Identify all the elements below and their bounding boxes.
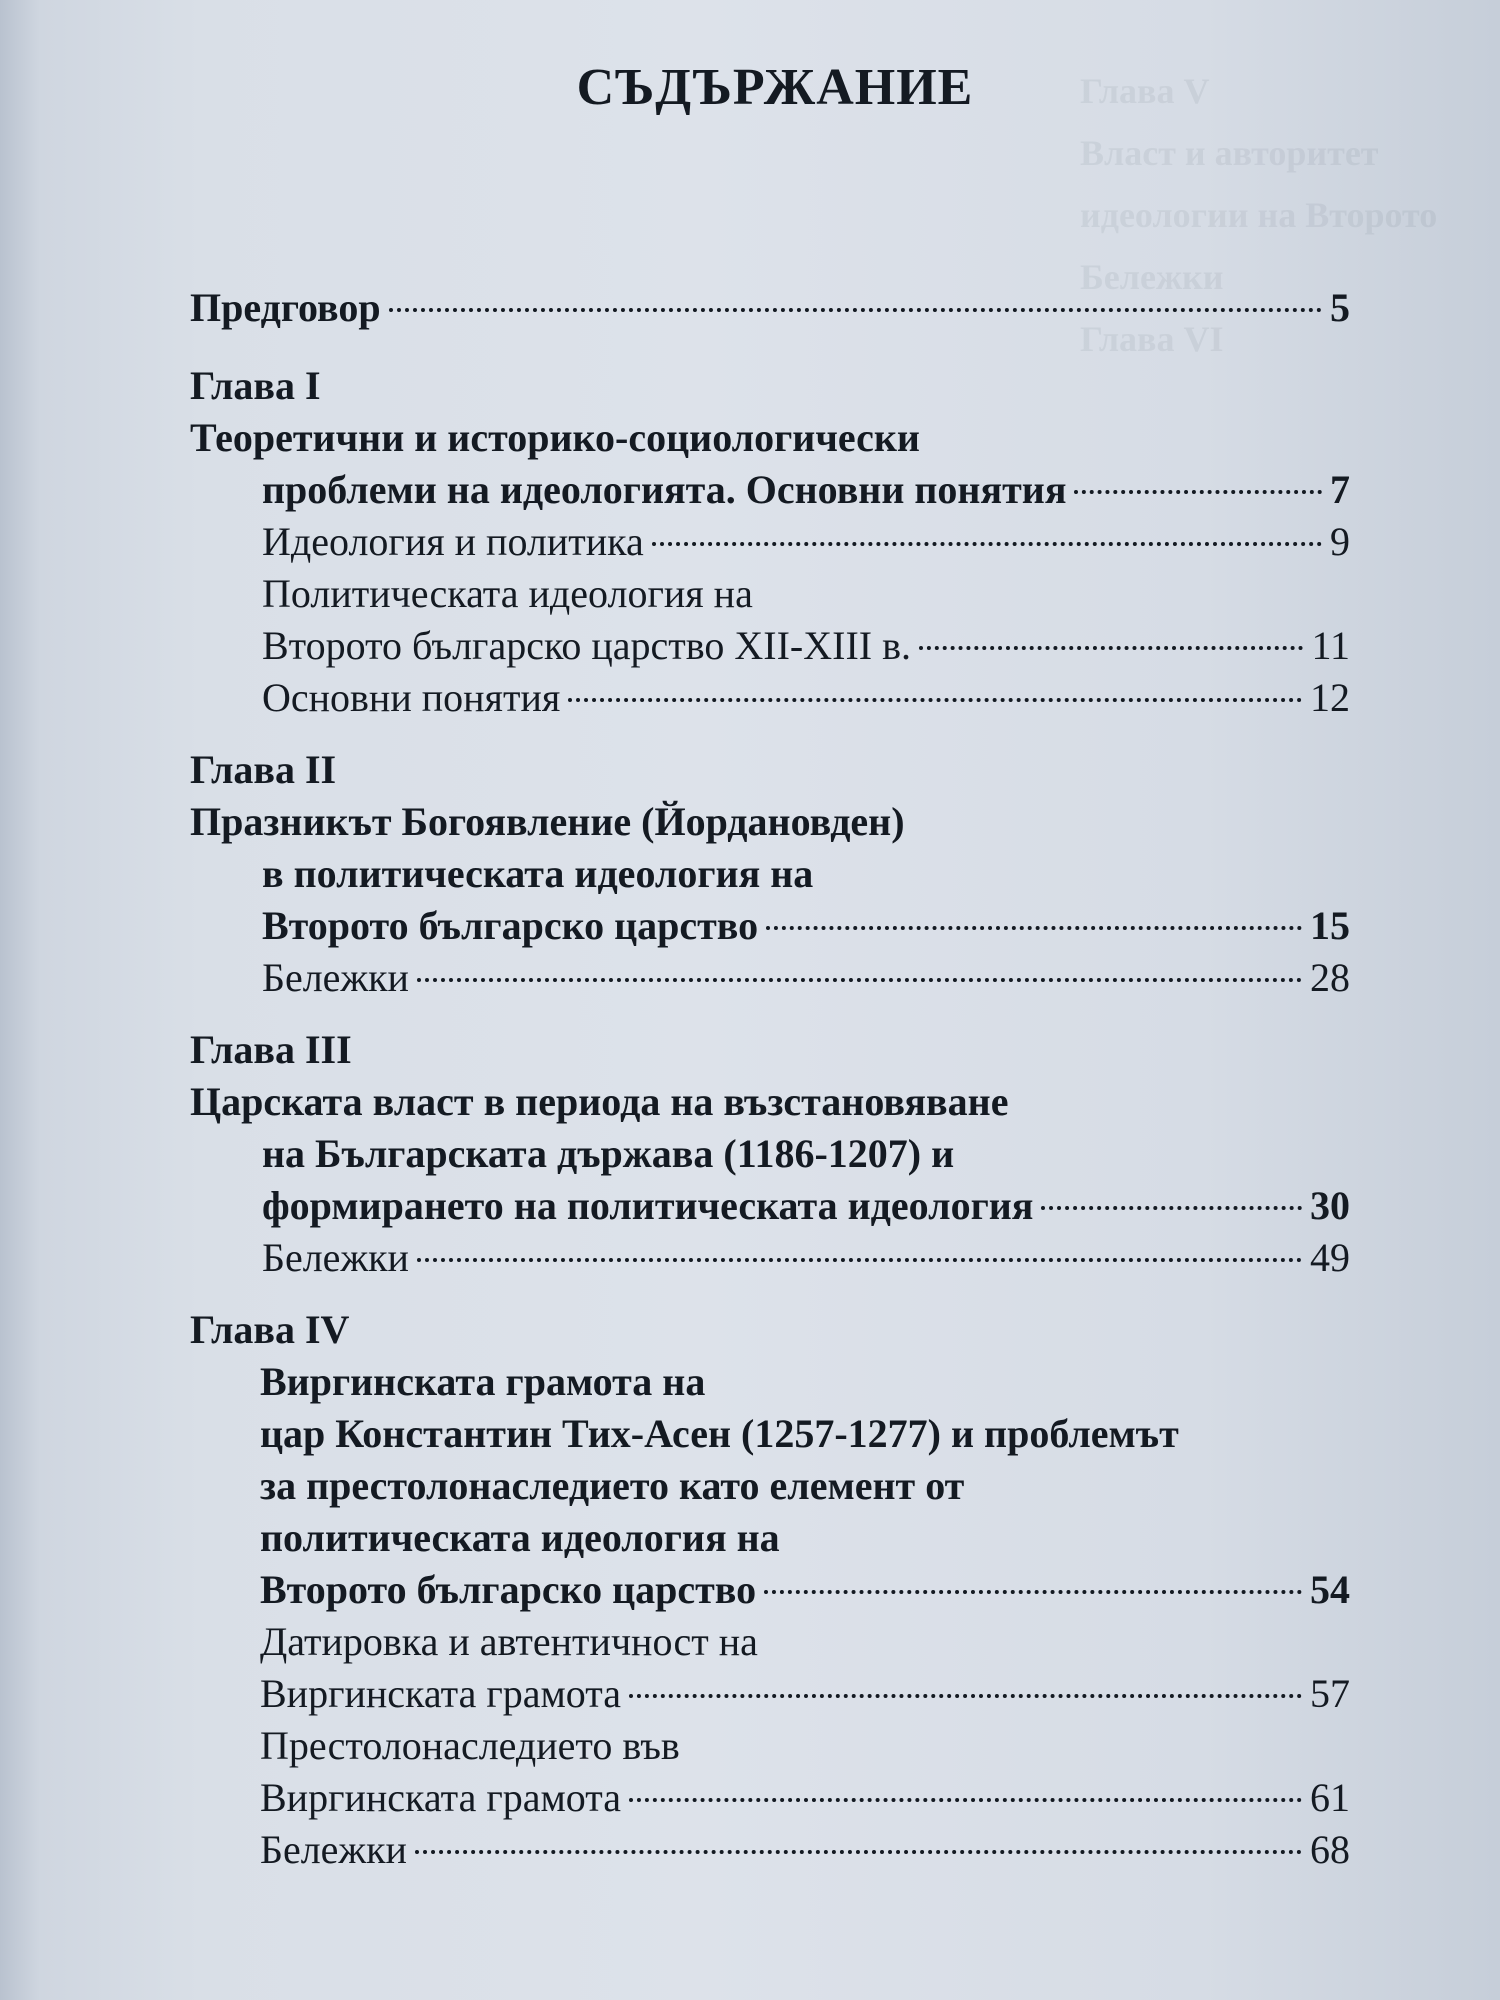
page-title: СЪДЪРЖАНИЕ xyxy=(576,59,974,116)
toc-leader-dots xyxy=(417,1258,1302,1262)
toc-page-number: 15 xyxy=(1310,903,1350,948)
toc-entry[interactable] xyxy=(190,672,1350,724)
toc-entry-label: Бележки xyxy=(262,1235,409,1280)
toc-entry[interactable] xyxy=(190,620,1350,672)
table-of-contents xyxy=(190,282,1350,1876)
toc-leader-dots xyxy=(389,308,1322,312)
toc-leader-dots xyxy=(919,646,1304,650)
toc-entry-label: политическата идеология на xyxy=(260,1515,780,1560)
toc-entry[interactable] xyxy=(190,1460,1350,1512)
toc-entry-label: за престолонаследието като елемент от xyxy=(260,1463,965,1508)
toc-page-number: 49 xyxy=(1310,1235,1350,1280)
toc-entry-label: Датировка и автентичност на xyxy=(260,1619,758,1664)
chapter-heading: Глава IV xyxy=(190,1307,350,1352)
toc-page-number: 11 xyxy=(1311,623,1350,668)
toc-page-number: 57 xyxy=(1310,1671,1350,1716)
toc-entry-label: проблеми на идеологията. Основни понятия xyxy=(262,467,1067,512)
toc-entry-label: Второто българско царство xyxy=(262,903,759,948)
toc-leader-dots xyxy=(629,1798,1302,1802)
chapter-heading: Глава II xyxy=(190,747,337,792)
toc-entry[interactable] xyxy=(190,1232,1350,1284)
toc-entry[interactable] xyxy=(190,1076,1350,1128)
toc-entry-label: в политическата идеология на xyxy=(262,851,814,896)
toc-leader-dots xyxy=(415,1850,1302,1854)
toc-page-number: 7 xyxy=(1330,467,1350,512)
toc-entry[interactable] xyxy=(190,1616,1350,1668)
toc-entry-label: на Българската държава (1186-1207) и xyxy=(262,1131,955,1176)
toc-page-number: 54 xyxy=(1310,1567,1350,1612)
toc-entry[interactable] xyxy=(190,1512,1350,1564)
toc-leader-dots xyxy=(568,698,1302,702)
toc-page-number: 5 xyxy=(1330,285,1350,330)
toc-entry-label: Второто българско царство XII-XIII в. xyxy=(262,623,911,668)
toc-entry-label: Основни понятия xyxy=(262,675,561,720)
toc-entry-preface[interactable] xyxy=(190,282,1350,334)
toc-entry[interactable] xyxy=(190,1824,1350,1876)
toc-entry-label: цар Константин Тих-Асен (1257-1277) и проблемът xyxy=(260,1411,1179,1456)
toc-page-number: 61 xyxy=(1310,1775,1350,1820)
toc-entry[interactable] xyxy=(190,900,1350,952)
toc-leader-dots xyxy=(764,1590,1302,1594)
toc-entry[interactable] xyxy=(190,464,1350,516)
toc-entry-label: Виргинската грамота xyxy=(260,1671,621,1716)
toc-entry[interactable] xyxy=(190,1128,1350,1180)
toc-entry[interactable] xyxy=(190,568,1350,620)
toc-leader-dots xyxy=(766,926,1302,930)
toc-entry-label: Бележки xyxy=(260,1827,407,1872)
toc-entry[interactable] xyxy=(190,1564,1350,1616)
toc-page-number: 28 xyxy=(1310,955,1350,1000)
toc-leader-dots xyxy=(652,542,1322,546)
toc-entry-label: Царската власт в периода на възстановяване xyxy=(190,1079,1009,1124)
toc-entry-label: Виргинската грамота xyxy=(260,1775,621,1820)
toc-entry[interactable] xyxy=(190,1668,1350,1720)
toc-entry[interactable] xyxy=(190,1720,1350,1772)
toc-entry[interactable] xyxy=(190,848,1350,900)
toc-page-number: 12 xyxy=(1310,675,1350,720)
toc-leader-dots xyxy=(1041,1206,1302,1210)
toc-entry-label: формирането на политическата идеология xyxy=(262,1183,1034,1228)
toc-entry[interactable] xyxy=(190,1772,1350,1824)
toc-entry[interactable] xyxy=(190,412,1350,464)
toc-page-number: 68 xyxy=(1310,1827,1350,1872)
toc-entry-label: Второто българско царство xyxy=(260,1567,757,1612)
toc-entry[interactable] xyxy=(190,796,1350,848)
toc-leader-dots xyxy=(629,1694,1302,1698)
toc-entry-label: Престолонаследието във xyxy=(260,1723,680,1768)
chapter-heading: Глава III xyxy=(190,1027,352,1072)
bleed-through-text: Глава V Власт и авторитет идеологии на Второто Бележки Глава VI xyxy=(1080,71,1438,359)
toc-entry-label: Идеология и политика xyxy=(262,519,644,564)
toc-entry[interactable] xyxy=(190,1408,1350,1460)
toc-entry[interactable] xyxy=(190,952,1350,1004)
toc-entry-label: Бележки xyxy=(262,955,409,1000)
toc-entry-label: Виргинската грамота на xyxy=(260,1359,706,1404)
toc-page-number: 30 xyxy=(1310,1183,1350,1228)
toc-entry[interactable] xyxy=(190,1180,1350,1232)
toc-entry[interactable] xyxy=(190,516,1350,568)
toc-leader-dots xyxy=(1074,490,1322,494)
toc-entry-label: Политическата идеология на xyxy=(262,571,753,616)
toc-entry-label: Теоретични и историко-социологически xyxy=(190,415,920,460)
chapter-heading: Глава I xyxy=(190,363,321,408)
toc-page-number: 9 xyxy=(1330,519,1350,564)
toc-entry-label: Празникът Богоявление (Йордановден) xyxy=(190,799,905,844)
toc-entry-label: Предговор xyxy=(190,285,381,330)
toc-entry[interactable] xyxy=(190,1356,1350,1408)
toc-leader-dots xyxy=(417,978,1302,982)
